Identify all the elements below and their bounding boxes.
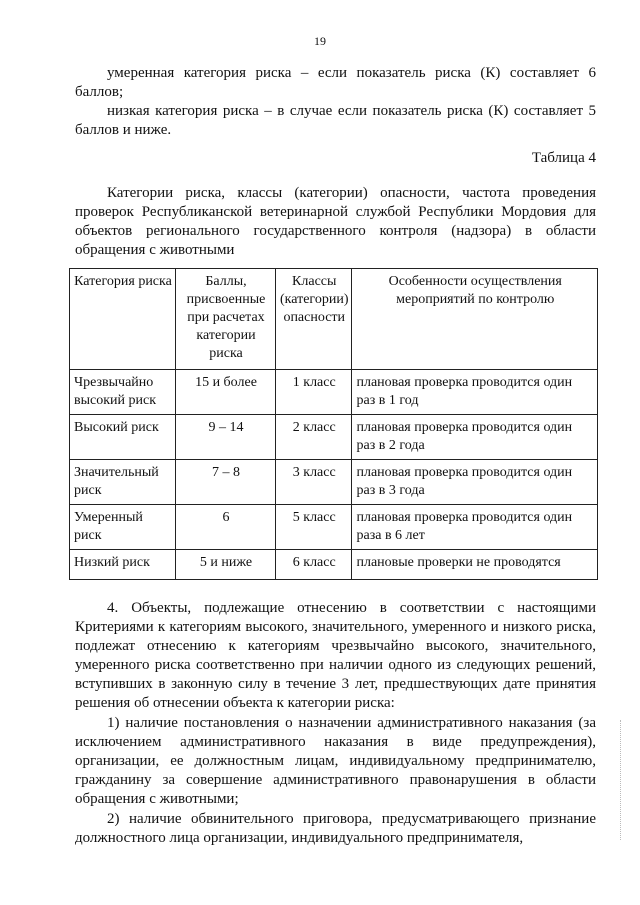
cell-class: 6 класс: [276, 550, 352, 580]
cell-score: 7 – 8: [176, 460, 276, 505]
paragraph-moderate-risk: умеренная категория риска – если показатель риска (К) составляет 6 баллов;: [75, 65, 596, 100]
cell-feature: плановая проверка проводится один раз в 2 года: [352, 415, 598, 460]
table-row: [70, 550, 598, 580]
risk-category-table: [69, 268, 598, 580]
cell-score: 15 и более: [176, 370, 276, 415]
table-row: [70, 460, 598, 505]
paragraph-low-risk: низкая категория риска – в случае если показатель риска (К) составляет 5 баллов и ниже.: [75, 103, 596, 138]
cell-score: 6: [176, 505, 276, 550]
cell-category: Умеренный риск: [70, 505, 176, 550]
cell-category: Низкий риск: [70, 550, 176, 580]
table-row: [70, 415, 598, 460]
cell-score: 5 и ниже: [176, 550, 276, 580]
paragraph-item-2: 2) наличие обвинительного приговора, предусматривающего признание должностного лица организации, индивидуального предпринимателя,: [75, 811, 596, 846]
cell-class: 2 класс: [276, 415, 352, 460]
cell-class: 1 класс: [276, 370, 352, 415]
table-row: [70, 505, 598, 550]
cell-feature: плановая проверка проводится один раз в 1 год: [352, 370, 598, 415]
cell-class: 5 класс: [276, 505, 352, 550]
cell-feature: плановые проверки не проводятся: [352, 550, 598, 580]
page-number: 19: [314, 34, 326, 48]
table-label: Таблица 4: [531, 150, 596, 166]
cell-category: Чрезвычайно высокий риск: [70, 370, 176, 415]
cell-class: 3 класс: [276, 460, 352, 505]
paragraph-section-4: 4. Объекты, подлежащие отнесению в соответствии с настоящими Критериями к категориям высокого, значительного, умеренного и низкого риска, подлежат отнесению к категориям чрезвычайно высокого, значительного, умеренного риска соответственно при наличии одного из следующих решений, вступивших в законную силу в течение 3 лет, предшествующих дате принятия решения об отнесении объекта к категории риска:: [75, 600, 596, 711]
cell-category: Значительный риск: [70, 460, 176, 505]
header-feature: Особенности осуществления мероприятий по контролю: [352, 269, 598, 370]
scan-margin-marks: [620, 720, 624, 840]
table-row: [70, 370, 598, 415]
paragraph-item-1: 1) наличие постановления о назначении административного наказания (за исключением административного наказания в виде предупреждения), организации, ее должностным лицам, индивидуальному предпринимателю, гражданину за совершение административного правонарушения в области обращения с животными;: [75, 715, 596, 807]
cell-score: 9 – 14: [176, 415, 276, 460]
cell-feature: плановая проверка проводится один раз в 3 года: [352, 460, 598, 505]
table-title: Категории риска, классы (категории) опасности, частота проведения проверок Республиканской ветеринарной службой Республики Мордовия для объектов регионального государственного контроля (надзора) в области обращения с животными: [75, 185, 596, 258]
header-score: Баллы, присвоенные при расчетах категории риска: [176, 269, 276, 370]
header-class: Классы (категории) опасности: [276, 269, 352, 370]
header-category: Категория риска: [70, 269, 176, 370]
cell-feature: плановая проверка проводится один раза в 6 лет: [352, 505, 598, 550]
table-header-row: [70, 269, 598, 370]
cell-category: Высокий риск: [70, 415, 176, 460]
